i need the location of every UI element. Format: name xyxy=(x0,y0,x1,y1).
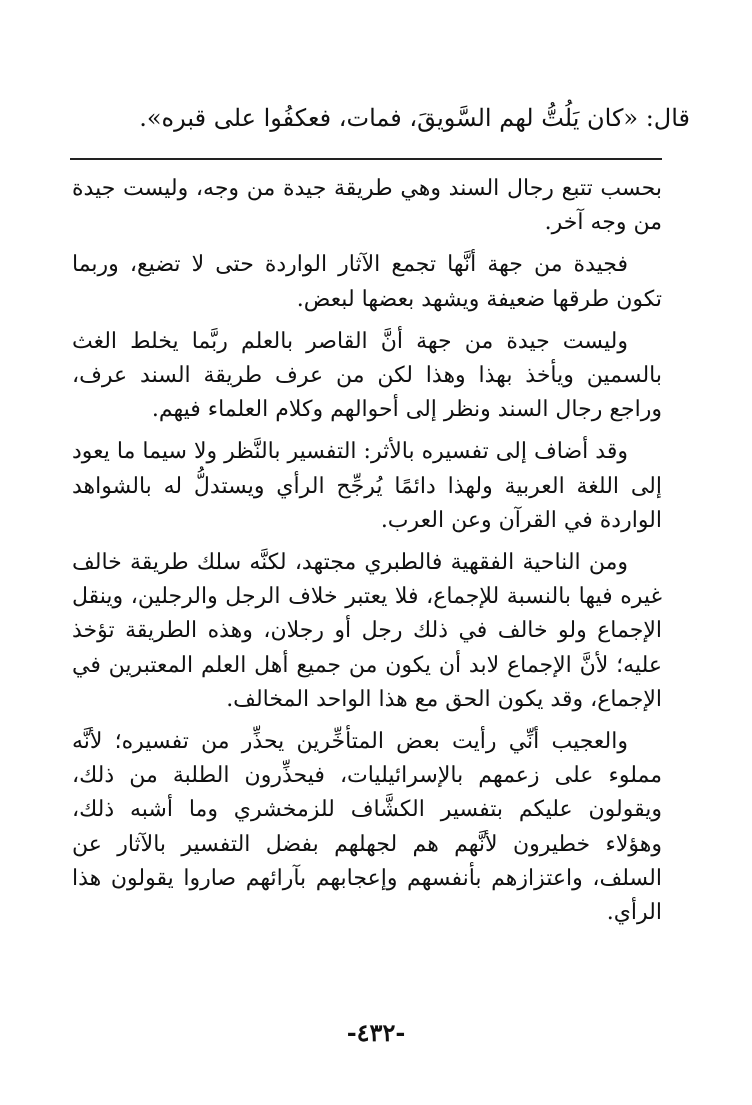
separator-rule xyxy=(70,158,662,160)
paragraph-3: وليست جيدة من جهة أنَّ القاصر بالعلم ربَّما يخلط الغث بالسمين ويأخذ بهذا وهذا لكن من عرف طريقة السند عرف، وراجع رجال السند ونظر إلى أحوالهم وكلام العلماء فيهم. xyxy=(72,328,662,423)
page-number: -٤٣٢- xyxy=(346,1018,406,1047)
paragraph-2: فجيدة من جهة أنَّها تجمع الآثار الواردة حتى لا تضيع، وربما تكون طرقها ضعيفة ويشهد بعضها لبعض. xyxy=(72,252,662,312)
body-text xyxy=(72,172,662,938)
paragraph-4: وقد أضاف إلى تفسيره بالأثر: التفسير بالنَّظر ولا سيما ما يعود إلى اللغة العربية ولهذا دائمًا يُرجِّح الرأي ويستدلُّ له بالشواهد الواردة في القرآن وعن العرب. xyxy=(72,439,662,533)
paragraph-1: بحسب تتبع رجال السند وهي طريقة جيدة من وجه، وليست جيدة من وجه آخر. xyxy=(72,176,662,236)
paragraph-5: ومن الناحية الفقهية فالطبري مجتهد، لكنَّه سلك طريقة خالف غيره فيها بالنسبة للإجماع، فلا يعتبر خلاف الرجل والرجلين، وينقل الإجماع ولو خالف في ذلك رجل أو رجلان، وهذه الطريقة تؤخذ عليه؛ لأنَّ الإجماع لابد أن يكون من جميع أهل العلم المعتبرين في الإجماع، وقد يكون الحق مع هذا الواحد المخالف. xyxy=(72,550,662,712)
paragraph-6: والعجيب أنِّي رأيت بعض المتأخِّرين يحذِّر من تفسيره؛ لأنَّه مملوء على زعمهم بالإسرائيليات، فيحذِّرون الطلبة من ذلك، ويقولون عليكم بتفسير الكشَّاف للزمخشري وما أشبه ذلك، وهؤلاء خطيرون لأنَّهم هم لجهلهم بفضل التفسير بالآثار عن السلف، واعتزازهم بأنفسهم وإعجابهم بآرائهم صاروا يقولون هذا الرأي. xyxy=(72,729,662,926)
quoted-statement: قال: «كان يَلُتُّ لهم السَّويقَ، فمات، فعكفُوا على قبره». xyxy=(139,104,690,132)
